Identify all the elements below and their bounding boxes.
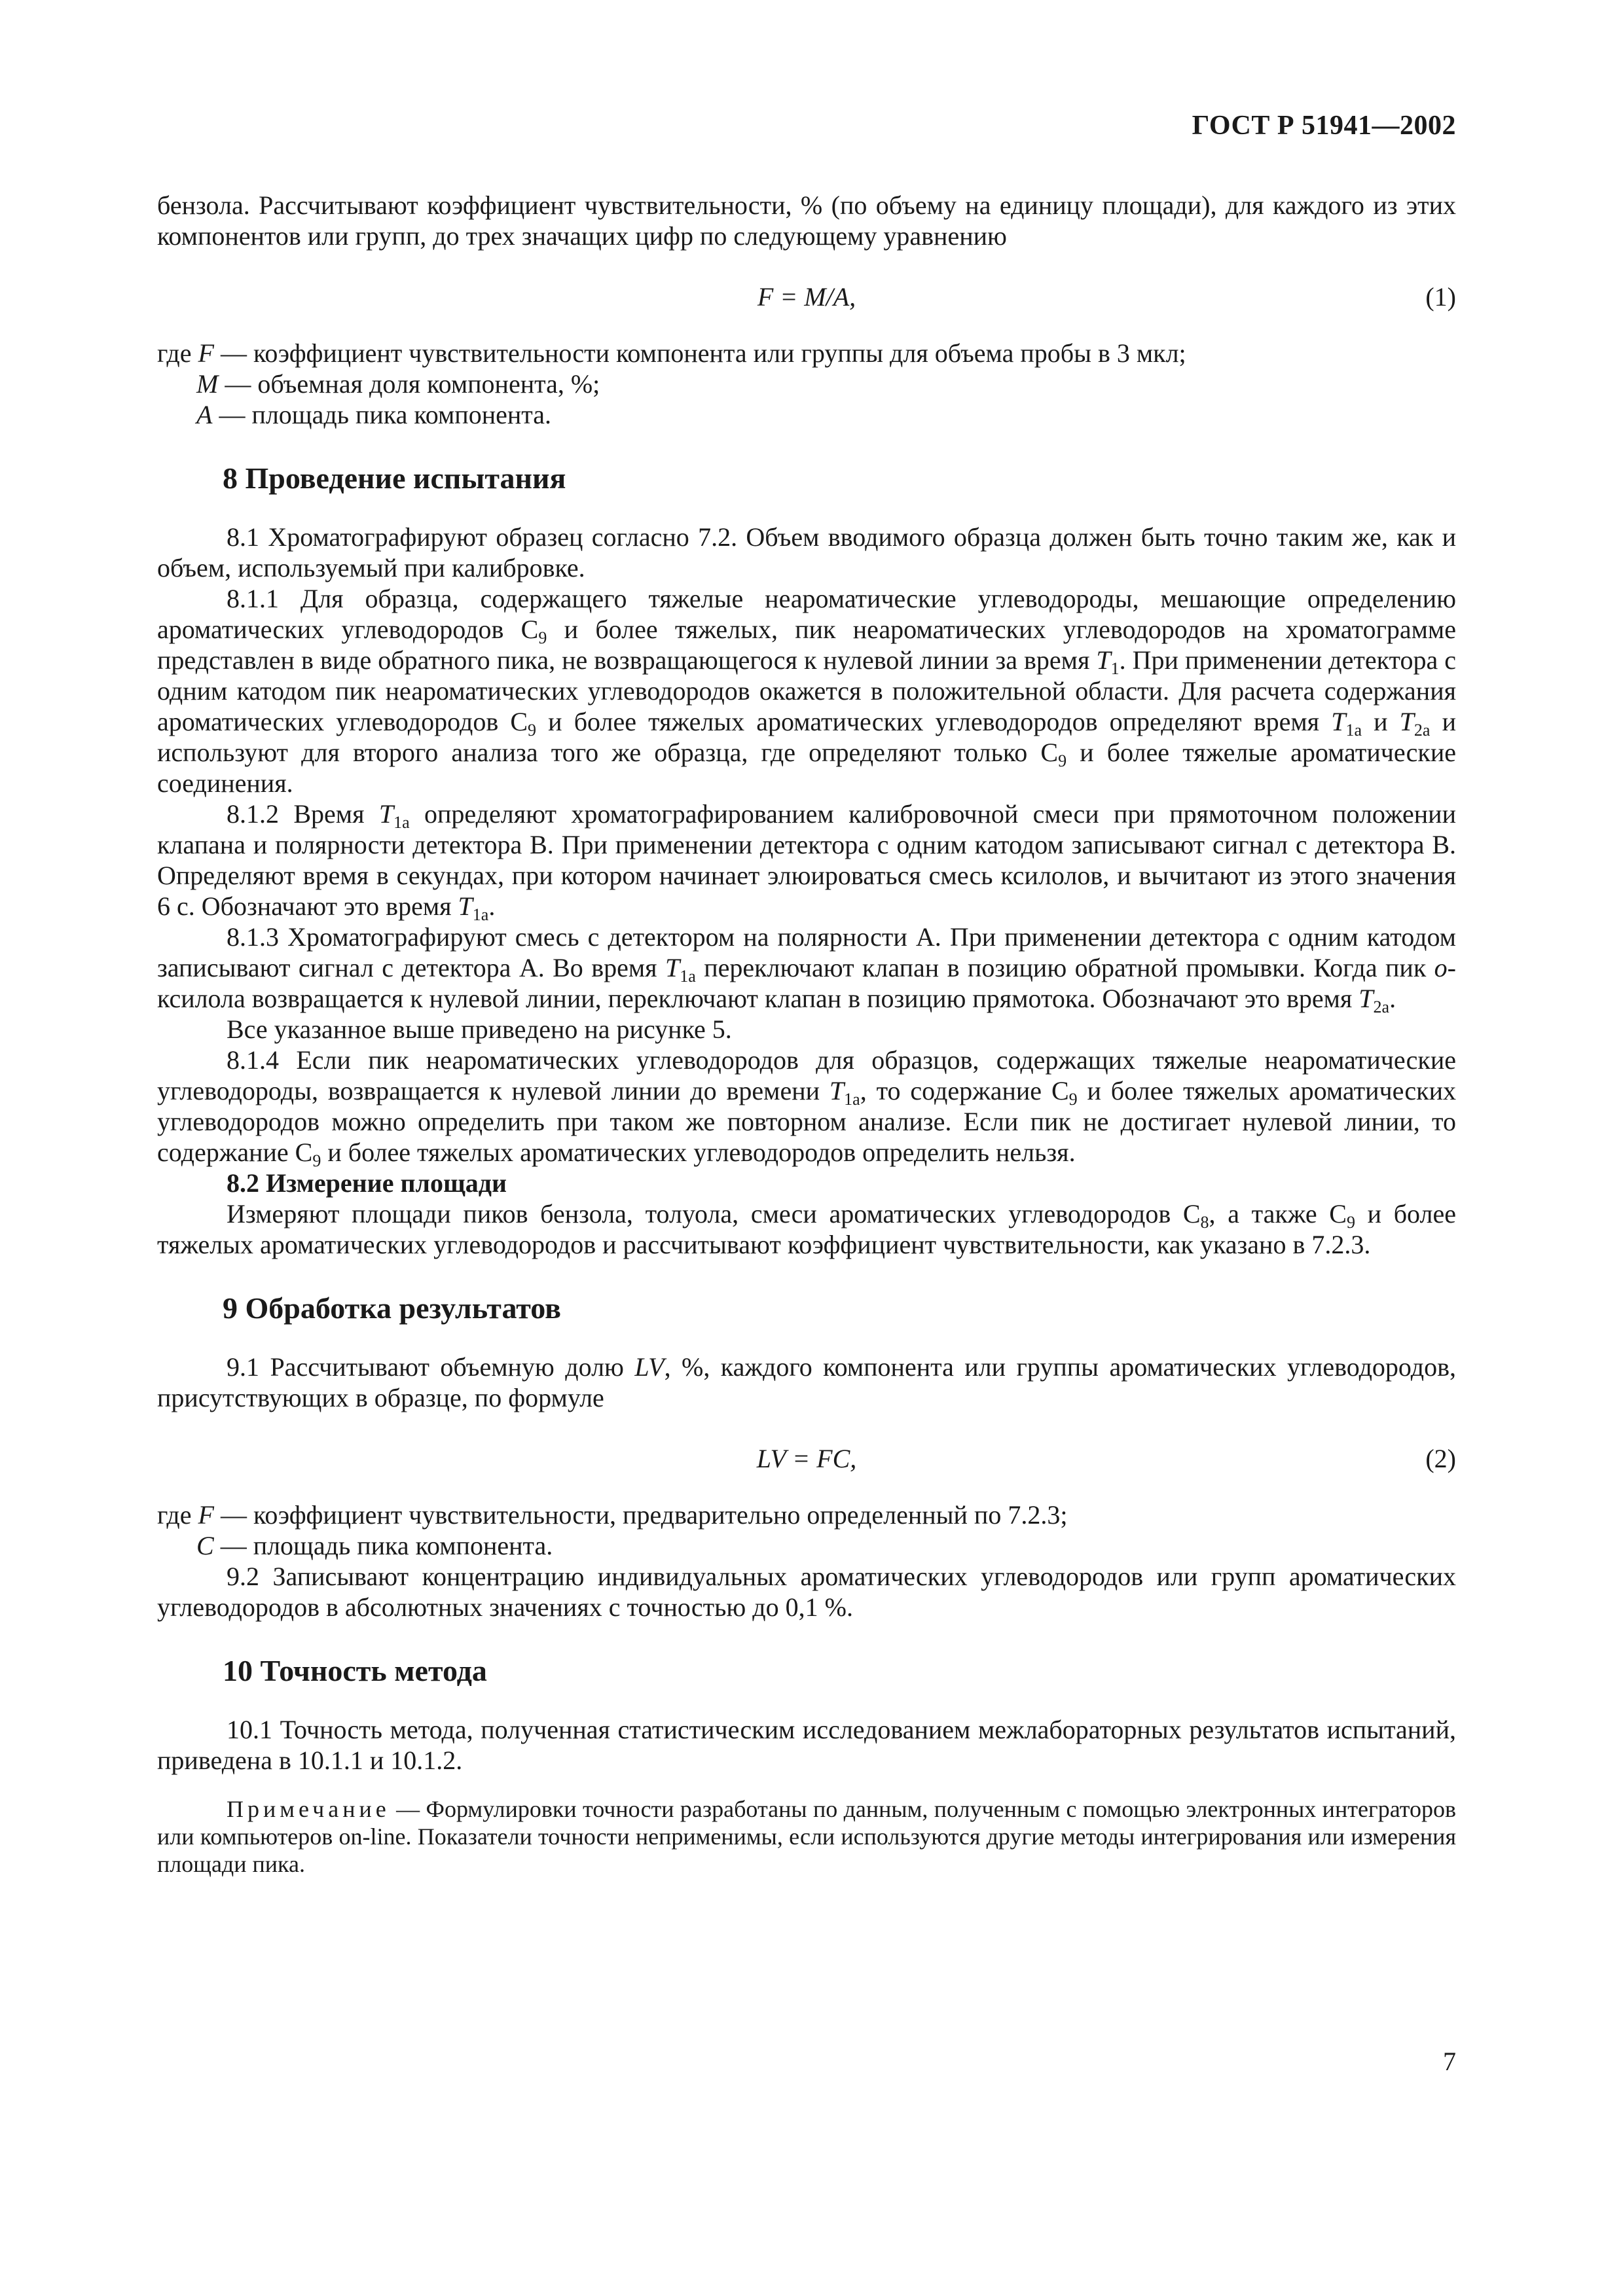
- subsection-8-2-heading: 8.2 Измерение площади: [227, 1168, 507, 1198]
- intro-paragraph: бензола. Рассчитывают коэффициент чувствительности, % (по объему на единицу площади), для каждого из этих компонентов или групп, до трех значащих цифр по следующему уравнению: [157, 190, 1456, 251]
- formula-1: [157, 281, 1456, 313]
- legend-line-f2: где F — коэффициент чувствительности, предварительно определенный по 7.2.3;: [157, 1500, 1068, 1530]
- formula-1-expression: F = M/A,: [757, 282, 856, 312]
- paragraph-8-1-3: 8.1.3 Хроматографируют смесь с детектором на полярности A. При применении детектора с одним катодом записывают сигнал с детектора A. Во время $T_{1a}$ переключают клапан в позицию обратной промывки. Когда пик о-ксилола возвращается к нулевой линии, переключают клапан в позицию прямотока. Обозначают это время $T_{2a}$.: [157, 922, 1456, 1016]
- note-text: — Формулировки точности разработаны по данным, полученным с помощью электронных интеграторов или компьютеров on-line. Показатели точности неприменимы, если используются другие методы интегрирования или измерения площади пика.: [157, 1796, 1456, 1877]
- legend-line-c: C — площадь пика компонента.: [196, 1531, 553, 1560]
- legend-line-m: M — объемная доля компонента, %;: [196, 369, 600, 399]
- note-label: Примечание: [227, 1796, 390, 1822]
- page-content: [157, 190, 1456, 1878]
- formula-2-number: (2): [1425, 1444, 1456, 1473]
- section-8-heading: 8 Проведение испытания: [223, 461, 566, 495]
- paragraph-9-2: 9.2 Записывают концентрацию индивидуальных ароматических углеводородов или групп ароматических углеводородов в абсолютных значениях с точностью до 0,1 %.: [157, 1562, 1456, 1622]
- formula-2-expression: LV = FC,: [756, 1444, 857, 1473]
- legend-line-a: A — площадь пика компонента.: [196, 400, 551, 429]
- symbol-m: M: [196, 369, 219, 399]
- note: [157, 1795, 1456, 1878]
- paragraph-8-1-4: 8.1.4 Если пик неароматических углеводородов для образцов, содержащих тяжелые неароматические углеводороды, возвращается к нулевой линии до времени $T_{1a}$, то содержание $C_9$ и более тяжелых ароматических углеводородов можно определить при таком же повторном анализе. Если пик не достигает нулевой линии, то содержание $C_9$ и более тяжелых ароматических углеводородов определить нельзя.: [157, 1045, 1456, 1170]
- paragraph-10-1: 10.1 Точность метода, полученная статистическим исследованием межлабораторных результатов испытаний, приведена в 10.1.1 и 10.1.2.: [157, 1715, 1456, 1775]
- paragraph-8-2: Измеряют площади пиков бензола, толуола, смеси ароматических углеводородов $C_8$, а также $C_9$ и более тяжелых ароматических углеводородов и рассчитывают коэффициент чувствительности, как указано в 7.2.3.: [157, 1199, 1457, 1259]
- paragraph-figure-reference: Все указанное выше приведено на рисунке 5.: [227, 1014, 732, 1044]
- paragraph-8-1-1: 8.1.1 Для образца, содержащего тяжелые неароматические углеводороды, мешающие определению ароматических углеводородов $C_9$ и более тяжелых, пик неароматических углеводородов на хроматограмме представлен в виде обратного пика, не возвращающегося к нулевой линии за время $T_1$. При применении детектора с одним катодом пик неароматических углеводородов окажется в положительной области. Для расчета содержания ароматических углеводородов $C_9$ и более тяжелых ароматических углеводородов определяют время $T_{1a}$ и $T_{2a}$ и используют для второго анализа того же образца, где определяют только $C_9$ и более тяжелые ароматические соединения.: [157, 584, 1457, 798]
- section-10-heading: 10 Точность метода: [223, 1654, 487, 1687]
- formula-2-legend: [157, 1499, 1456, 1561]
- formula-2: [157, 1443, 1456, 1475]
- legend-line-f: где F — коэффициент чувствительности компонента или группы для объема пробы в 3 мкл;: [157, 338, 1186, 368]
- document-header: ГОСТ Р 51941—2002: [1192, 111, 1456, 141]
- formula-1-number: (1): [1425, 282, 1456, 312]
- symbol-f: F: [198, 338, 214, 368]
- section-9-heading: 9 Обработка результатов: [223, 1291, 561, 1325]
- formula-1-legend: [157, 338, 1456, 430]
- paragraph-8-1-2: 8.1.2 Время $T_{1a}$ определяют хроматографированием калибровочной смеси при прямоточном положении клапана и полярности детектора B. При применении детектора с одним катодом записывают сигнал с детектора B. Определяют время в секундах, при котором начинает элюироваться смесь ксилолов, и вычитают из этого значения 6 с. Обозначают это время $T_{1a}$.: [157, 799, 1456, 924]
- page-number: 7: [1443, 2047, 1456, 2076]
- symbol-a: A: [196, 400, 213, 429]
- paragraph-8-1: 8.1 Хроматографируют образец согласно 7.2. Объем вводимого образца должен быть точно таким же, как и объем, используемый при калибровке.: [157, 522, 1456, 583]
- paragraph-9-1: 9.1 Рассчитывают объемную долю LV, %, каждого компонента или группы ароматических углеводородов, присутствующих в образце, по формуле: [157, 1352, 1456, 1412]
